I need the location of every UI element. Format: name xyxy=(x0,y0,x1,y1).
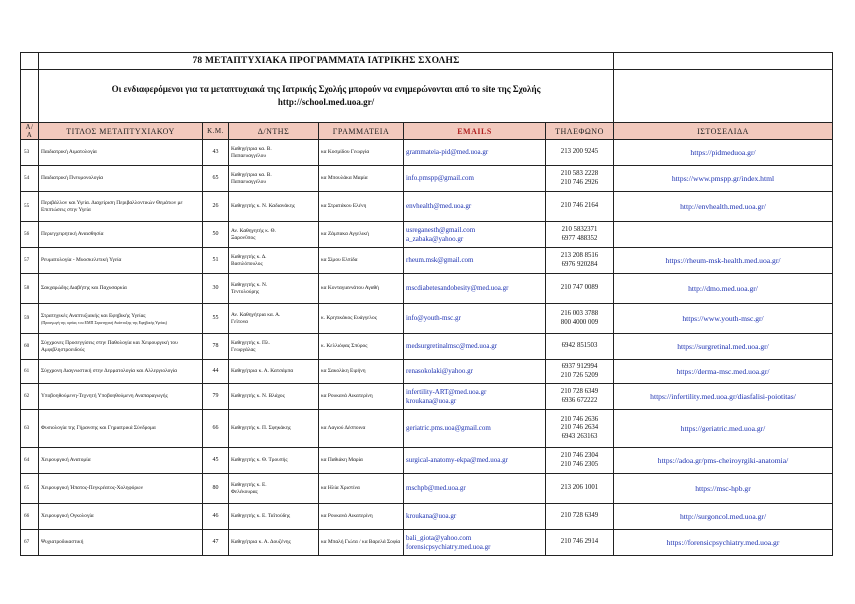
emails xyxy=(404,530,546,556)
table-row xyxy=(21,410,833,448)
school-url: http://school.med.uoa.gr/ xyxy=(277,97,375,107)
program-title-text: Ρευματολογία - Μυοσκελετική Υγεία xyxy=(41,257,122,263)
program-title xyxy=(39,474,203,504)
phone-number: 210 583 2228 xyxy=(560,170,599,177)
row-number: 59 xyxy=(21,304,39,334)
website xyxy=(614,410,833,448)
phone-number: 6936 672222 xyxy=(561,396,598,404)
col-director: Δ/ΝΤΗΣ xyxy=(229,123,319,140)
program-km: 26 xyxy=(203,192,229,222)
emails xyxy=(404,334,546,360)
column-header-row xyxy=(21,123,833,140)
row-number: 62 xyxy=(21,384,39,410)
program-km: 50 xyxy=(203,222,229,248)
director-line: Καθηγητής κ. Ν. Καδιανάκης xyxy=(231,203,295,209)
table-row xyxy=(21,474,833,504)
secretariat: κα Κοσμίδου Γεωργία xyxy=(319,140,404,166)
emails xyxy=(404,360,546,384)
phones xyxy=(546,274,614,304)
row-number: 63 xyxy=(21,410,39,448)
info-row xyxy=(21,70,833,123)
director-line: Γεϊτονα xyxy=(231,318,248,325)
table-row xyxy=(21,274,833,304)
phone-number: 6943 263163 xyxy=(561,432,598,440)
email-link[interactable]: rheum.msk@gmail.com xyxy=(406,256,474,264)
website-link[interactable]: http://dmo.med.uoa.gr/ xyxy=(688,284,758,293)
phone-number: 210 746 2926 xyxy=(560,178,599,186)
table-row xyxy=(21,334,833,360)
program-title-text: Περιβάλλον και Υγεία. Διαχείριση Περιβαλλοντικών Θεμάτων με Επιπτώσεις στην Υγεία xyxy=(41,199,183,213)
program-km: 43 xyxy=(203,140,229,166)
secretariat: κα Κονταγιαννάτου Αγαθή xyxy=(319,274,404,304)
phones xyxy=(546,140,614,166)
col-phone: ΤΗΛΕΦΩΝΟ xyxy=(546,123,614,140)
phone-number: 210 746 2305 xyxy=(560,460,599,468)
programs-table xyxy=(20,52,833,556)
website-link[interactable]: https://pidmeduoa.gr/ xyxy=(690,148,756,157)
row-number: 54 xyxy=(21,166,39,192)
table-row xyxy=(21,304,833,334)
phone-number: 216 003 3788 xyxy=(560,310,599,317)
director-line: Καθηγητής κ. Ε. xyxy=(231,481,267,488)
program-title-text: Σύγχρονες Προσεγγίσεις στην Παθολογία και Χειρουργική του Αμφιβληστροειδούς xyxy=(41,339,178,353)
website-link[interactable]: http://surgoncol.med.uoa.gr/ xyxy=(679,512,767,521)
emails xyxy=(404,274,546,304)
emails xyxy=(404,166,546,192)
website-link[interactable]: https://adoa.gr/pms-cheiroyrgiki-anatomia/ xyxy=(657,456,789,465)
director xyxy=(229,474,319,504)
director xyxy=(229,448,319,474)
website-link[interactable]: https://infertility.med.uoa.gr/diasfalisi-poiotitas/ xyxy=(650,392,796,401)
phone-number: 210 746 2164 xyxy=(560,202,599,210)
emails xyxy=(404,222,546,248)
program-km: 55 xyxy=(203,304,229,334)
program-title-text: Χειρουργική Ήπατος-Πεγκρέατος-Χοληφόρων xyxy=(41,485,144,491)
phone-number: 210 746 2914 xyxy=(560,538,599,546)
phone-number: 210 747 0089 xyxy=(560,284,599,292)
phones xyxy=(546,248,614,274)
email-link[interactable]: renasokolaki@yahoo.gr xyxy=(406,367,473,375)
phone-number: 213 206 1001 xyxy=(560,484,599,492)
secretariat: κα Ρουκανά Αικατερίνη xyxy=(319,504,404,530)
director-line: Αν. Καθηγήτρια κα. Α. xyxy=(231,311,281,318)
director-line: Καθηγητής κ. Ν. xyxy=(231,281,268,288)
director-line: Καθηγητής κ. Πλ. xyxy=(231,339,270,346)
email-link[interactable]: infertility-ART@med.uoa.gr xyxy=(406,387,487,396)
emails xyxy=(404,474,546,504)
website xyxy=(614,384,833,410)
program-km: 65 xyxy=(203,166,229,192)
program-title-text: Φυσιολογία της Γήρανσης και Γηριατρικά Σύνδρομα xyxy=(41,425,156,431)
director-line: Ξαρονῦπος xyxy=(231,234,256,241)
table-row xyxy=(21,166,833,192)
director-line: Καθηγήτρια κα. Β. xyxy=(231,145,272,152)
email-link[interactable]: envhealth@med.uoa.gr xyxy=(406,202,472,210)
website xyxy=(614,222,833,248)
phones xyxy=(546,474,614,504)
website-link[interactable]: https://www.youth-msc.gr/ xyxy=(682,314,764,323)
program-title xyxy=(39,140,203,166)
phone-number: 210 746 2636 xyxy=(560,415,599,423)
program-km: 66 xyxy=(203,410,229,448)
director-line: Καθηγητής κ. Δ. xyxy=(231,253,267,260)
director-line: Αν. Καθηγητής κ. Θ. xyxy=(231,227,276,234)
email-link[interactable]: mscdiabetesandobesity@med.uoa.gr xyxy=(406,284,509,292)
table-body xyxy=(21,140,833,556)
website-link[interactable]: https://surgretinal.med.uoa.gr/ xyxy=(677,342,769,351)
info-line: Οι ενδιαφερόμενοι για τα μεταπτυχιακά της Ιατρικής Σχολής μπορούν να ενημερώνονται από το site της Σχολής xyxy=(111,84,541,94)
phones xyxy=(546,360,614,384)
secretariat: κα Στρατάκου Ελένη xyxy=(319,192,404,222)
director-line: Καθηγήτρια κ. Α. Κατσάμπα xyxy=(231,368,294,374)
program-title-text: Στρατηγικές Αναπτυξιακής και Εφηβικής Υγείας xyxy=(41,312,146,319)
program-title xyxy=(39,304,203,334)
email-link[interactable]: grammateia-pid@med.uoa.gr xyxy=(406,148,489,156)
email-link[interactable]: info@youth-msc.gr xyxy=(406,314,461,322)
director xyxy=(229,274,319,304)
director-line: Καθηγήτρια κα. Β. xyxy=(231,171,272,178)
row-number: 55 xyxy=(21,192,39,222)
phones xyxy=(546,222,614,248)
program-title-text: Υποβοηθούμενη-Τεχνητή Υποβοηθούμενη Αναπαραγωγής xyxy=(41,393,168,399)
website xyxy=(614,166,833,192)
website xyxy=(614,192,833,222)
director-line: Γεωργάλας xyxy=(231,346,256,353)
director xyxy=(229,166,319,192)
secretariat: κα Σίμου Ελπίδα xyxy=(319,248,404,274)
secretariat: κα Ηλία Χριστίνα xyxy=(319,474,404,504)
col-secretariat: ΓΡΑΜΜΑΤΕΙΑ xyxy=(319,123,404,140)
phones xyxy=(546,192,614,222)
website-link[interactable]: https://forensicpsychiatry.med.uoa.gr xyxy=(666,538,780,547)
director-line: Καθηγητής κ. Ε. Ταΐτούδης xyxy=(231,513,291,519)
program-title-text: Παιδιατρική Αιματολογία xyxy=(41,149,97,155)
director xyxy=(229,384,319,410)
program-km: 44 xyxy=(203,360,229,384)
director-line: Παπαευαγγέλου xyxy=(231,178,267,185)
phone-number: 210 746 2304 xyxy=(560,452,599,459)
phones xyxy=(546,304,614,334)
director-line: Καθηγήτρια κ. Α. Δουζένης xyxy=(231,539,291,545)
program-km: 45 xyxy=(203,448,229,474)
row-number: 65 xyxy=(21,474,39,504)
emails xyxy=(404,192,546,222)
director xyxy=(229,222,319,248)
phones xyxy=(546,410,614,448)
email-link[interactable]: forensicpsychiatry.med.uoa.gr xyxy=(406,542,491,551)
phone-number: 213 208 8516 xyxy=(560,252,599,259)
program-title xyxy=(39,360,203,384)
secretariat: κ. Κρητικάκος Ευάγγελος xyxy=(319,304,404,334)
director-line: Παπαευαγγέλου xyxy=(231,152,267,159)
program-title xyxy=(39,248,203,274)
emails xyxy=(404,384,546,410)
table-row xyxy=(21,360,833,384)
program-km: 30 xyxy=(203,274,229,304)
col-km: Κ.Μ. xyxy=(203,123,229,140)
director xyxy=(229,248,319,274)
phones xyxy=(546,334,614,360)
secretariat: κα Λαγιού Δέσποινα xyxy=(319,410,404,448)
director xyxy=(229,334,319,360)
program-km: 51 xyxy=(203,248,229,274)
phones xyxy=(546,166,614,192)
emails xyxy=(404,140,546,166)
table-row xyxy=(21,140,833,166)
row-number: 66 xyxy=(21,504,39,530)
program-km: 79 xyxy=(203,384,229,410)
table-row xyxy=(21,448,833,474)
phones xyxy=(546,448,614,474)
table-row xyxy=(21,530,833,556)
website xyxy=(614,360,833,384)
email-link[interactable]: kroukana@uoa.gr xyxy=(406,396,457,405)
director xyxy=(229,360,319,384)
director xyxy=(229,504,319,530)
website xyxy=(614,274,833,304)
program-title-text: Σύγχρονη Διαγνωστική στην Δερματολογία και Αλλεργιολογία xyxy=(41,368,178,374)
director-line: Βασιλόπουλος xyxy=(231,260,263,267)
table-row xyxy=(21,222,833,248)
director xyxy=(229,530,319,556)
website-link[interactable]: https://msc-hpb.gr xyxy=(695,484,751,493)
email-link[interactable]: bali_giota@yahoo.com xyxy=(406,533,472,542)
website xyxy=(614,304,833,334)
program-title xyxy=(39,334,203,360)
phone-number: 213 200 9245 xyxy=(560,148,599,156)
director xyxy=(229,304,319,334)
col-website: ΙΣΤΟΣΕΛΙΔΑ xyxy=(614,123,833,140)
secretariat: κα Μπαλή Γιώτα / κα Βαρελά Σοφία xyxy=(319,530,404,556)
table-row xyxy=(21,384,833,410)
secretariat: κα Σακολίκη Ειρήνη xyxy=(319,360,404,384)
row-number: 60 xyxy=(21,334,39,360)
website xyxy=(614,448,833,474)
title-row xyxy=(21,53,833,70)
website xyxy=(614,474,833,504)
secretariat: κα Ζάμπακα Αγγελική xyxy=(319,222,404,248)
table-row xyxy=(21,248,833,274)
email-link[interactable]: medsurgretinalmsc@med.uoa.gr xyxy=(406,342,498,350)
program-title xyxy=(39,166,203,192)
document-page xyxy=(20,52,832,556)
director-line: Τεντολούρης xyxy=(231,288,260,295)
website-link[interactable]: https://www.pmspp.gr/index.html xyxy=(671,174,775,183)
emails xyxy=(404,410,546,448)
phones xyxy=(546,530,614,556)
col-title: ΤΙΤΛΟΣ ΜΕΤΑΠΤΥΧΙΑΚΟΥ xyxy=(39,123,203,140)
program-title-text: Χειρουργική Ογκολογία xyxy=(41,513,94,519)
website-link[interactable]: http://envhealth.med.uoa.gr/ xyxy=(680,202,766,211)
phone-number: 210 728 6349 xyxy=(560,512,599,520)
phone-number: 6942 851503 xyxy=(561,342,598,350)
phones xyxy=(546,384,614,410)
director-line: Φελέκουρας xyxy=(231,488,258,495)
col-aa: Α/Α xyxy=(21,123,39,140)
info-text xyxy=(39,70,614,123)
email-link[interactable]: a_zabaka@yahoo.gr xyxy=(406,234,464,243)
program-title xyxy=(39,384,203,410)
program-title-text: Περιεγχειρητική Αναισθησία xyxy=(41,231,104,237)
website-link[interactable]: https://rheum-msk-health.med.uoa.gr/ xyxy=(665,256,781,265)
secretariat: κα Μπουλάκα Μαρία xyxy=(319,166,404,192)
director-line: Καθηγητής κ. Θ. Τρουπής xyxy=(231,457,288,463)
col-emails: EMAILS xyxy=(404,123,546,140)
row-number: 56 xyxy=(21,222,39,248)
email-link[interactable]: info.pmspp@gmail.com xyxy=(406,174,474,182)
website xyxy=(614,530,833,556)
phone-number: 210 728 6349 xyxy=(560,388,599,395)
program-title-text: Χειρουργική Ανατομία xyxy=(41,457,91,463)
director-line: Καθηγητής κ. Ν. Βλάχος xyxy=(231,393,285,399)
secretariat: κα Ρουκανά Αικατερίνη xyxy=(319,384,404,410)
phone-number: 210 746 2634 xyxy=(560,424,599,432)
table-row xyxy=(21,504,833,530)
website xyxy=(614,334,833,360)
email-link[interactable]: usreganesth@gmail.com xyxy=(406,225,476,234)
program-km: 47 xyxy=(203,530,229,556)
emails xyxy=(404,304,546,334)
email-link[interactable]: kroukana@uoa.gr xyxy=(406,512,457,520)
program-km: 80 xyxy=(203,474,229,504)
program-title xyxy=(39,448,203,474)
row-number: 53 xyxy=(21,140,39,166)
program-title xyxy=(39,274,203,304)
director-line: Καθηγητής κ. Π. Σφηκάκης xyxy=(231,425,291,431)
row-number: 67 xyxy=(21,530,39,556)
program-title-text: Παιδιατρική Πνευμονολογία xyxy=(41,175,104,181)
secretariat: κα Παθιάκη Μαρία xyxy=(319,448,404,474)
website xyxy=(614,248,833,274)
phone-number: 210 726 5209 xyxy=(560,371,599,379)
program-subtitle: (Προαγωγή της υγείας του ΕΜΠ Στρατηγική Ανάπτυξης της Εφηβικής Υγείας) xyxy=(41,319,168,325)
program-km: 78 xyxy=(203,334,229,360)
phone-number: 6976 920284 xyxy=(561,260,598,268)
row-number: 64 xyxy=(21,448,39,474)
phone-number: 6977 488352 xyxy=(561,234,598,242)
phones xyxy=(546,504,614,530)
email-link[interactable]: mschpb@med.uoa.gr xyxy=(406,484,466,492)
phone-number: 800 4000 009 xyxy=(560,318,599,326)
website xyxy=(614,140,833,166)
website-link[interactable]: https://geriatric.med.uoa.gr/ xyxy=(680,424,766,433)
table-row xyxy=(21,192,833,222)
program-title xyxy=(39,222,203,248)
phone-number: 6937 912994 xyxy=(561,363,598,370)
program-title-text: Ψυχιατροδικαστική xyxy=(41,539,84,545)
document-title: 78 ΜΕΤΑΠΤΥΧΙΑΚΑ ΠΡΟΓΡΑΜΜΑΤΑ ΙΑΤΡΙΚΗΣ ΣΧΟΛΗΣ xyxy=(39,53,614,70)
row-number: 57 xyxy=(21,248,39,274)
email-link[interactable]: geriatric.pms.uoa@gmail.com xyxy=(406,424,491,432)
row-number: 61 xyxy=(21,360,39,384)
director xyxy=(229,140,319,166)
program-title xyxy=(39,192,203,222)
website xyxy=(614,504,833,530)
program-title xyxy=(39,410,203,448)
emails xyxy=(404,448,546,474)
director xyxy=(229,410,319,448)
phone-number: 210 5832371 xyxy=(561,226,598,233)
website-link[interactable]: https://derma-msc.med.uoa.gr/ xyxy=(676,367,770,376)
program-km: 46 xyxy=(203,504,229,530)
program-title-text: Σακχαρώδης Διαβήτης και Παχυσαρκία xyxy=(41,285,127,291)
email-link[interactable]: surgical-anatomy-ekpa@med.uoa.gr xyxy=(406,456,508,464)
program-title xyxy=(39,504,203,530)
director xyxy=(229,192,319,222)
row-number: 58 xyxy=(21,274,39,304)
emails xyxy=(404,504,546,530)
secretariat: κ. Κελλιόφας Σπύρος xyxy=(319,334,404,360)
emails xyxy=(404,248,546,274)
program-title xyxy=(39,530,203,556)
